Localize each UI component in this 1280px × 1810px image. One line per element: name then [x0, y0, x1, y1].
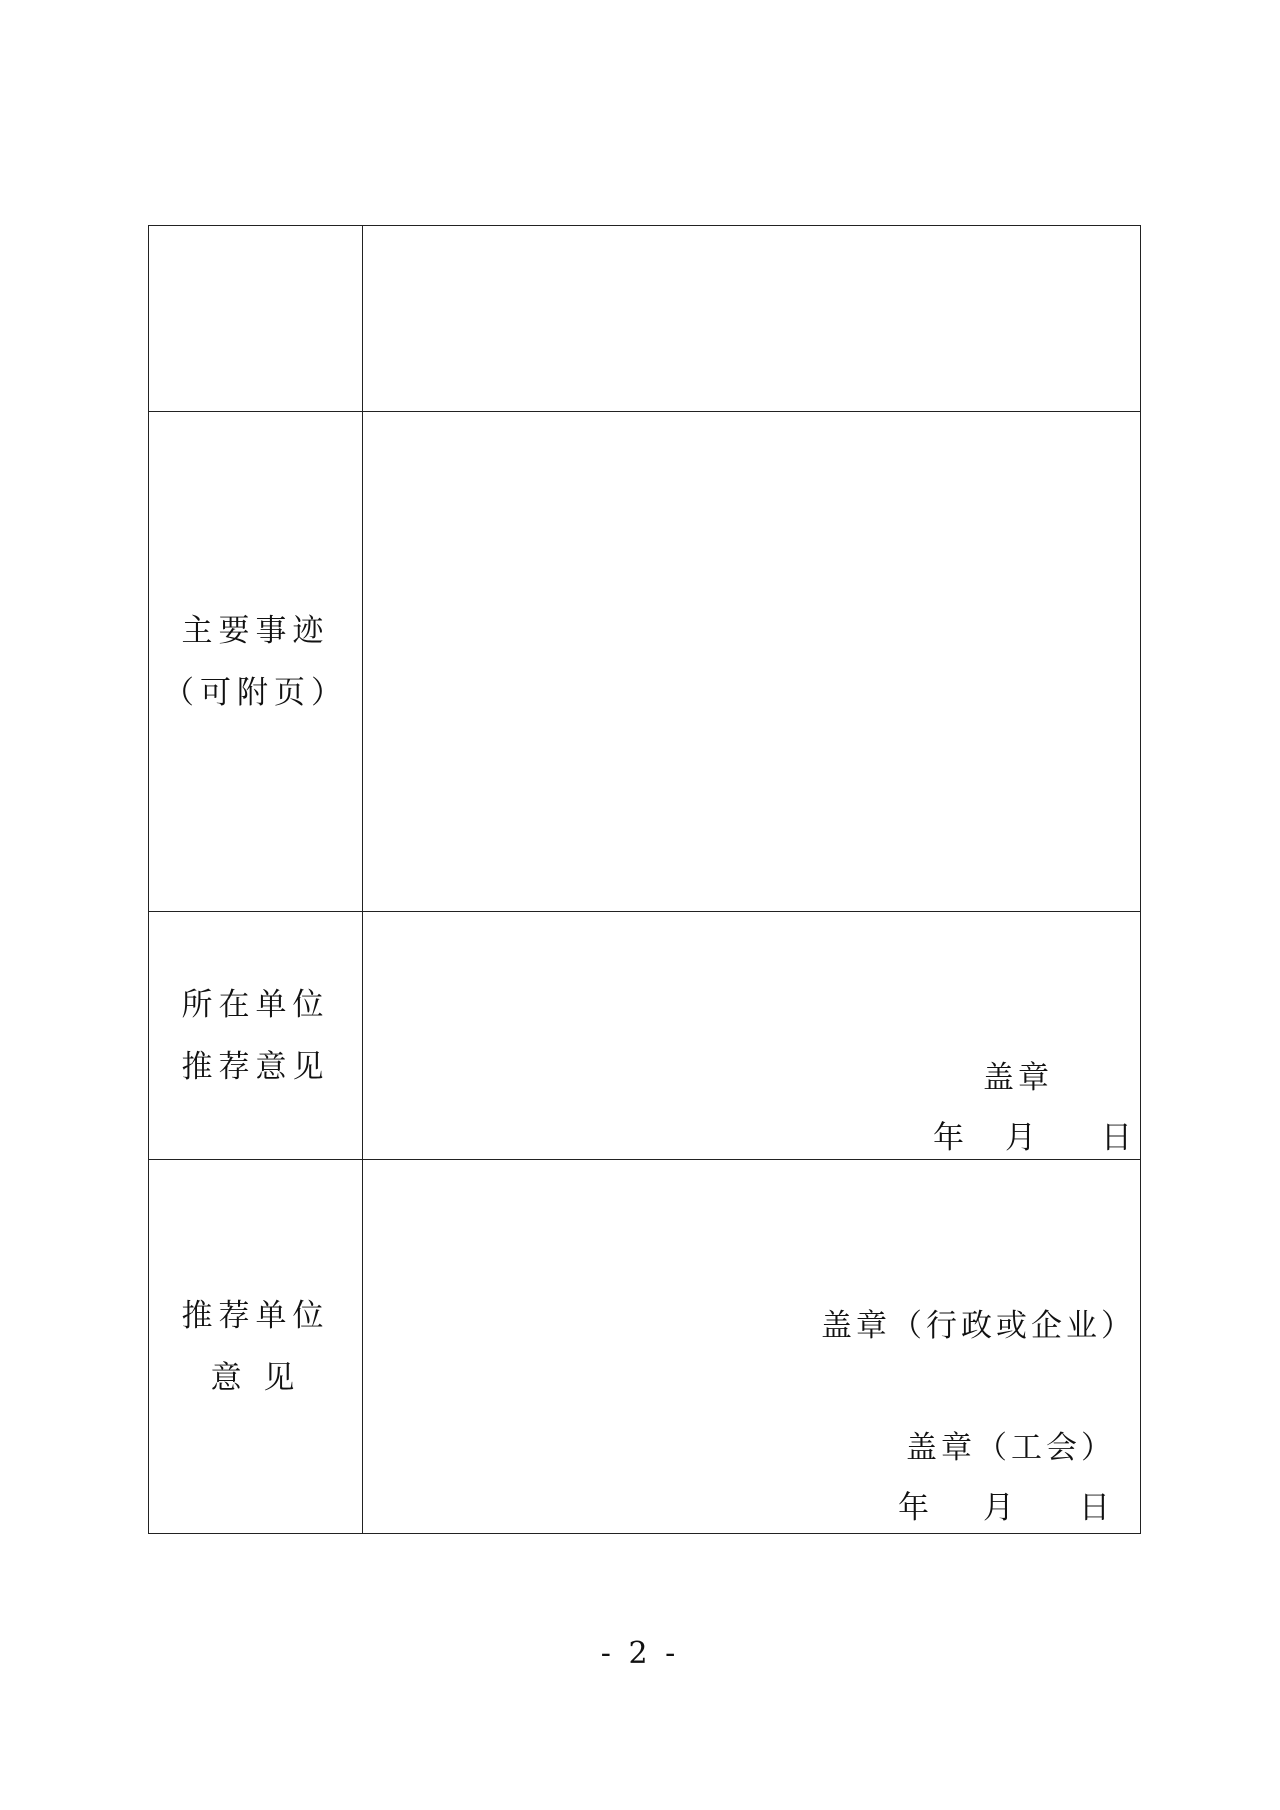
seal-label-admin: 盖章（行政或企业）: [821, 1308, 1136, 1344]
employer-opinion-content[interactable]: [363, 912, 1141, 1160]
label-cell-employer-opinion: [149, 912, 363, 1160]
label-line: 所在单位: [181, 986, 330, 1023]
recommending-unit-label: [149, 1285, 362, 1409]
main-achievements-label: [149, 600, 362, 724]
form-row-continuation: [149, 226, 1141, 412]
label-line: 主要事迹: [181, 612, 330, 649]
label-cell-recommending-unit: [149, 1160, 363, 1534]
form-row-employer-opinion: [149, 912, 1141, 1160]
date-line: [933, 1112, 1132, 1157]
employer-opinion-label: [149, 974, 362, 1098]
seal-label: 盖章: [983, 1060, 1053, 1096]
date-line: [898, 1482, 1110, 1527]
content-cell-empty: [363, 226, 1141, 412]
year-label: 年: [898, 1490, 929, 1526]
day-label: 日: [1101, 1120, 1132, 1156]
seal-label-union: 盖章（工会）: [906, 1430, 1116, 1466]
label-char: 见: [263, 1359, 301, 1396]
main-achievements-content[interactable]: [363, 412, 1141, 912]
label-cell-main-achievements: [149, 412, 363, 912]
label-line: 推荐意见: [181, 1048, 330, 1085]
label-line-spread: [188, 1347, 324, 1409]
year-label: 年: [933, 1120, 964, 1156]
recommending-unit-content[interactable]: [363, 1160, 1141, 1534]
form-row-recommending-unit: [149, 1160, 1141, 1534]
page-number: - 2 -: [600, 1636, 680, 1671]
label-char: 意: [210, 1359, 248, 1396]
month-label: 月: [1005, 1120, 1036, 1156]
day-label: 日: [1079, 1490, 1110, 1526]
recommendation-form-table: [148, 225, 1141, 1534]
month-label: 月: [983, 1490, 1014, 1526]
label-line: 推荐单位: [181, 1297, 330, 1334]
label-line: （可附页）: [163, 674, 348, 711]
form-row-main-achievements: [149, 412, 1141, 912]
label-cell-empty: [149, 226, 363, 412]
